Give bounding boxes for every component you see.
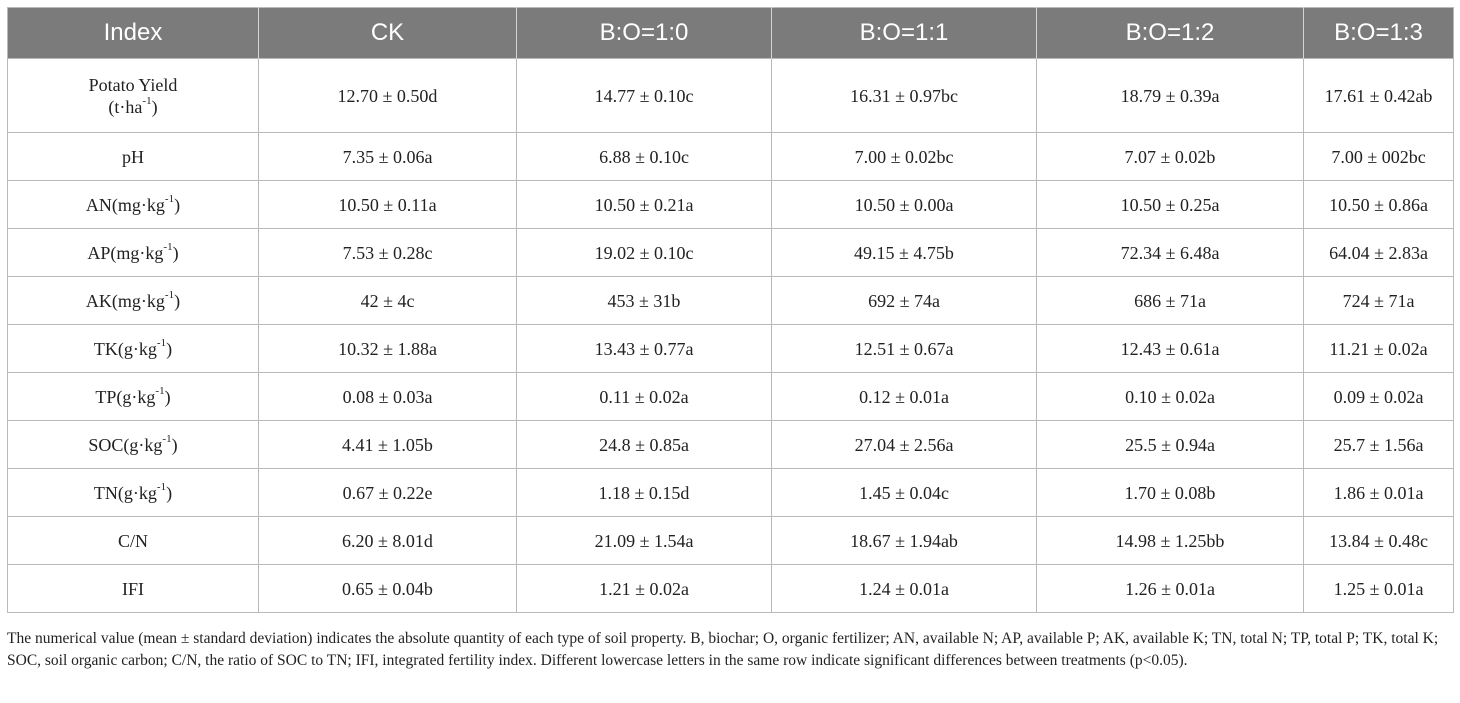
table-cell: 0.65 ± 0.04b [259, 565, 517, 613]
table-cell: 724 ± 71a [1304, 277, 1454, 325]
header-ck: CK [259, 8, 517, 59]
row-label [8, 181, 259, 229]
table-row [8, 469, 1454, 517]
table-cell: 14.98 ± 1.25bb [1037, 517, 1304, 565]
table-cell: 10.50 ± 0.25a [1037, 181, 1304, 229]
row-label-superscript: -1 [142, 94, 152, 107]
table-row [8, 59, 1454, 133]
header-index: Index [8, 8, 259, 59]
table-cell: 16.31 ± 0.97bc [772, 59, 1037, 133]
header-bo-1-1: B:O=1:1 [772, 8, 1037, 59]
table-row [8, 181, 1454, 229]
table-cell: 6.88 ± 0.10c [517, 133, 772, 181]
table-cell: 0.11 ± 0.02a [517, 373, 772, 421]
row-label-suffix: ) [174, 290, 181, 311]
table-cell: 14.77 ± 0.10c [517, 59, 772, 133]
table-row [8, 517, 1454, 565]
table-row [8, 133, 1454, 181]
table-cell: 1.25 ± 0.01a [1304, 565, 1454, 613]
table-cell: 17.61 ± 0.42ab [1304, 59, 1454, 133]
row-label-superscript: -1 [156, 336, 167, 349]
row-label-superscript: -1 [163, 240, 173, 253]
table-cell: 11.21 ± 0.02a [1304, 325, 1454, 373]
row-label-text: IFI [122, 578, 144, 599]
table-cell: 4.41 ± 1.05b [259, 421, 517, 469]
row-label [8, 229, 259, 277]
row-label-text: AK(mg·kg [85, 290, 165, 311]
table-row [8, 325, 1454, 373]
table-cell: 49.15 ± 4.75b [772, 229, 1037, 277]
table-cell: 692 ± 74a [772, 277, 1037, 325]
row-label [8, 59, 259, 133]
soil-property-table [7, 7, 1454, 613]
table-cell: 10.50 ± 0.11a [259, 181, 517, 229]
table-cell: 27.04 ± 2.56a [772, 421, 1037, 469]
table-cell: 6.20 ± 8.01d [259, 517, 517, 565]
row-label-superscript: -1 [162, 432, 172, 445]
table-cell: 18.67 ± 1.94ab [772, 517, 1037, 565]
table-cell: 0.08 ± 0.03a [259, 373, 517, 421]
row-label-text: Potato Yield [88, 74, 178, 95]
table-cell: 12.43 ± 0.61a [1037, 325, 1304, 373]
row-label-superscript: -1 [164, 288, 175, 301]
row-label-text: AN(mg·kg [85, 194, 165, 215]
row-label-suffix: ) [174, 194, 181, 215]
table-cell: 10.50 ± 0.86a [1304, 181, 1454, 229]
header-bo-1-2: B:O=1:2 [1037, 8, 1304, 59]
table-cell: 13.43 ± 0.77a [517, 325, 772, 373]
row-label-text: TN(g·kg [93, 482, 157, 503]
row-label-suffix: ) [166, 482, 173, 503]
table-cell: 1.26 ± 0.01a [1037, 565, 1304, 613]
table-row [8, 373, 1454, 421]
table-row [8, 229, 1454, 277]
table-container [7, 7, 1453, 613]
table-cell: 42 ± 4c [259, 277, 517, 325]
table-row [8, 277, 1454, 325]
table-cell: 1.18 ± 0.15d [517, 469, 772, 517]
table-cell: 24.8 ± 0.85a [517, 421, 772, 469]
header-bo-1-3: B:O=1:3 [1304, 8, 1454, 59]
table-cell: 10.50 ± 0.00a [772, 181, 1037, 229]
row-label [8, 325, 259, 373]
row-label [8, 277, 259, 325]
table-cell: 7.07 ± 0.02b [1037, 133, 1304, 181]
table-row [8, 421, 1454, 469]
table-cell: 686 ± 71a [1037, 277, 1304, 325]
table-cell: 1.45 ± 0.04c [772, 469, 1037, 517]
row-label-text: TP(g·kg [95, 386, 156, 407]
table-cell: 7.53 ± 0.28c [259, 229, 517, 277]
table-cell: 1.24 ± 0.01a [772, 565, 1037, 613]
table-cell: 64.04 ± 2.83a [1304, 229, 1454, 277]
table-cell: 0.67 ± 0.22e [259, 469, 517, 517]
row-label-superscript: -1 [164, 192, 175, 205]
table-cell: 12.51 ± 0.67a [772, 325, 1037, 373]
table-cell: 12.70 ± 0.50d [259, 59, 517, 133]
row-label-unit: (t·ha [108, 96, 143, 117]
table-cell: 1.86 ± 0.01a [1304, 469, 1454, 517]
row-label-superscript: -1 [155, 384, 165, 397]
table-cell: 10.50 ± 0.21a [517, 181, 772, 229]
table-cell: 13.84 ± 0.48c [1304, 517, 1454, 565]
row-label-text: SOC(g·kg [88, 434, 163, 455]
table-cell: 19.02 ± 0.10c [517, 229, 772, 277]
table-cell: 7.00 ± 0.02bc [772, 133, 1037, 181]
table-cell: 25.7 ± 1.56a [1304, 421, 1454, 469]
row-label-text: AP(mg·kg [87, 242, 164, 263]
table-cell: 0.10 ± 0.02a [1037, 373, 1304, 421]
table-cell: 25.5 ± 0.94a [1037, 421, 1304, 469]
row-label [8, 133, 259, 181]
header-row [8, 8, 1454, 59]
table-cell: 21.09 ± 1.54a [517, 517, 772, 565]
row-label-text: C/N [117, 530, 148, 551]
header-bo-1-0: B:O=1:0 [517, 8, 772, 59]
row-label-suffix: ) [164, 386, 171, 407]
table-cell: 0.09 ± 0.02a [1304, 373, 1454, 421]
table-cell: 72.34 ± 6.48a [1037, 229, 1304, 277]
row-label-superscript: -1 [156, 480, 167, 493]
row-label [8, 517, 259, 565]
row-label-suffix: ) [151, 96, 158, 117]
table-body [8, 59, 1454, 613]
table-cell: 1.21 ± 0.02a [517, 565, 772, 613]
table-cell: 7.00 ± 002bc [1304, 133, 1454, 181]
table-cell: 453 ± 31b [517, 277, 772, 325]
row-label [8, 421, 259, 469]
table-footnote: The numerical value (mean ± standard deviation) indicates the absolute quantity of each type of soil property. B, biochar; O, organic fertilizer; AN, available N; AP, available P; AK, available K; TN, total N; TP, total P; TK, total K; SOC, soil organic carbon; C/N, the ratio of SOC to TN; IFI, integrated fertility index. Different lowercase letters in the same row indicate significant differences between treatments (p<0.05). [7, 630, 1439, 669]
row-label-suffix: ) [172, 242, 179, 263]
table-cell: 7.35 ± 0.06a [259, 133, 517, 181]
table-cell: 10.32 ± 1.88a [259, 325, 517, 373]
row-label [8, 469, 259, 517]
table-row [8, 565, 1454, 613]
table-cell: 0.12 ± 0.01a [772, 373, 1037, 421]
table-cell: 18.79 ± 0.39a [1037, 59, 1304, 133]
row-label-text: TK(g·kg [93, 338, 157, 359]
row-label-suffix: ) [171, 434, 178, 455]
table-cell: 1.70 ± 0.08b [1037, 469, 1304, 517]
row-label-suffix: ) [166, 338, 173, 359]
row-label [8, 373, 259, 421]
row-label-text: pH [122, 146, 144, 167]
row-label [8, 565, 259, 613]
